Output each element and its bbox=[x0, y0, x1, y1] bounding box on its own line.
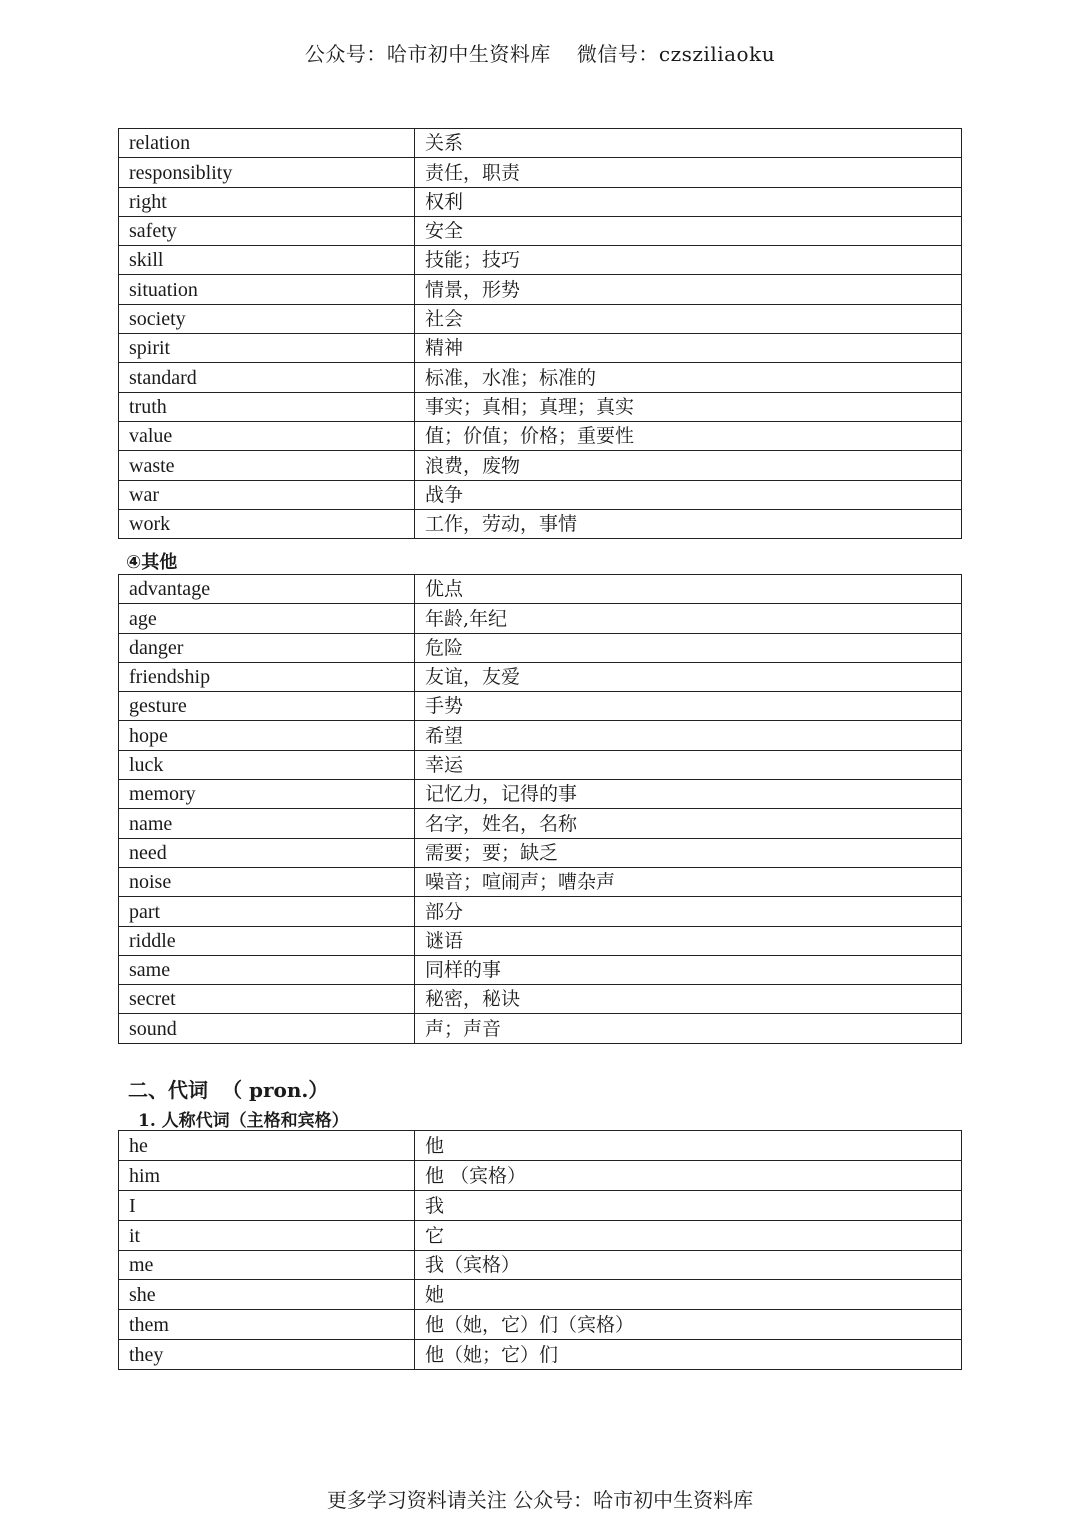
meaning-cell: 浪费，废物 bbox=[415, 451, 962, 480]
meaning-cell: 责任，职责 bbox=[415, 158, 962, 187]
word-cell: I bbox=[119, 1190, 415, 1220]
table-row bbox=[119, 604, 962, 633]
meaning-cell: 他 （宾格） bbox=[415, 1160, 962, 1190]
word-cell: gesture bbox=[119, 692, 415, 721]
table-row bbox=[119, 955, 962, 984]
table-row bbox=[119, 187, 962, 216]
word-cell: luck bbox=[119, 750, 415, 779]
table-row bbox=[119, 692, 962, 721]
meaning-cell: 友谊，友爱 bbox=[415, 662, 962, 691]
word-cell: right bbox=[119, 187, 415, 216]
table-row bbox=[119, 480, 962, 509]
vocab-table-other-nouns bbox=[118, 574, 962, 1044]
meaning-cell: 精神 bbox=[415, 334, 962, 363]
meaning-cell: 关系 bbox=[415, 129, 962, 158]
meaning-cell: 他 bbox=[415, 1131, 962, 1161]
table-row bbox=[119, 1310, 962, 1340]
word-cell: danger bbox=[119, 633, 415, 662]
table-row bbox=[119, 304, 962, 333]
table-row bbox=[119, 575, 962, 604]
meaning-cell: 事实；真相；真理；真实 bbox=[415, 392, 962, 421]
meaning-cell: 年龄,年纪 bbox=[415, 604, 962, 633]
meaning-cell: 战争 bbox=[415, 480, 962, 509]
meaning-cell: 名字，姓名，名称 bbox=[415, 809, 962, 838]
word-cell: society bbox=[119, 304, 415, 333]
table-row bbox=[119, 334, 962, 363]
word-cell: situation bbox=[119, 275, 415, 304]
table-row bbox=[119, 1160, 962, 1190]
table-row bbox=[119, 158, 962, 187]
word-cell: they bbox=[119, 1340, 415, 1370]
table-row bbox=[119, 509, 962, 538]
vocab-table-nouns-continued bbox=[118, 128, 962, 539]
meaning-cell: 情景，形势 bbox=[415, 275, 962, 304]
table-row bbox=[119, 1131, 962, 1161]
word-cell: truth bbox=[119, 392, 415, 421]
meaning-cell: 社会 bbox=[415, 304, 962, 333]
word-cell: value bbox=[119, 421, 415, 450]
word-cell: memory bbox=[119, 780, 415, 809]
word-cell: war bbox=[119, 480, 415, 509]
table-row bbox=[119, 1220, 962, 1250]
page-header bbox=[0, 38, 1080, 67]
meaning-cell: 标准，水准；标准的 bbox=[415, 363, 962, 392]
meaning-cell: 工作，劳动，事情 bbox=[415, 509, 962, 538]
meaning-cell: 她 bbox=[415, 1280, 962, 1310]
table-row bbox=[119, 1014, 962, 1043]
table-row bbox=[119, 867, 962, 896]
meaning-cell: 权利 bbox=[415, 187, 962, 216]
table-row bbox=[119, 838, 962, 867]
meaning-cell: 它 bbox=[415, 1220, 962, 1250]
section-pron-label: 二、代词 bbox=[128, 1078, 208, 1102]
word-cell: him bbox=[119, 1160, 415, 1190]
meaning-cell: 我 bbox=[415, 1190, 962, 1220]
word-cell: secret bbox=[119, 985, 415, 1014]
word-cell: need bbox=[119, 838, 415, 867]
meaning-cell: 他（她；它）们 bbox=[415, 1340, 962, 1370]
word-cell: relation bbox=[119, 129, 415, 158]
meaning-cell: 技能；技巧 bbox=[415, 246, 962, 275]
table-row bbox=[119, 1340, 962, 1370]
meaning-cell: 部分 bbox=[415, 897, 962, 926]
meaning-cell: 幸运 bbox=[415, 750, 962, 779]
section-pron-abbr: （ pron.） bbox=[222, 1078, 329, 1102]
meaning-cell: 声；声音 bbox=[415, 1014, 962, 1043]
table-row bbox=[119, 275, 962, 304]
word-cell: waste bbox=[119, 451, 415, 480]
table-row bbox=[119, 129, 962, 158]
word-cell: spirit bbox=[119, 334, 415, 363]
table-row bbox=[119, 1280, 962, 1310]
table-row bbox=[119, 809, 962, 838]
vocab-table-personal-pronouns bbox=[118, 1130, 962, 1370]
table-row bbox=[119, 363, 962, 392]
word-cell: friendship bbox=[119, 662, 415, 691]
table-row bbox=[119, 1250, 962, 1280]
table-row bbox=[119, 985, 962, 1014]
table-row bbox=[119, 1190, 962, 1220]
header-wechat-id: 微信号：czsziliaoku bbox=[576, 42, 776, 66]
word-cell: advantage bbox=[119, 575, 415, 604]
subsection-title-personal-pronouns: 1. 人称代词（主格和宾格） bbox=[138, 1111, 349, 1131]
word-cell: noise bbox=[119, 867, 415, 896]
word-cell: he bbox=[119, 1131, 415, 1161]
table-row bbox=[119, 926, 962, 955]
table-row bbox=[119, 451, 962, 480]
table-row bbox=[119, 721, 962, 750]
section-title-pronouns bbox=[128, 1074, 328, 1103]
meaning-cell: 手势 bbox=[415, 692, 962, 721]
meaning-cell: 我（宾格） bbox=[415, 1250, 962, 1280]
meaning-cell: 需要；要；缺乏 bbox=[415, 838, 962, 867]
table-row bbox=[119, 216, 962, 245]
meaning-cell: 安全 bbox=[415, 216, 962, 245]
meaning-cell: 他（她，它）们（宾格） bbox=[415, 1310, 962, 1340]
word-cell: same bbox=[119, 955, 415, 984]
word-cell: it bbox=[119, 1220, 415, 1250]
section-title-other: ④其他 bbox=[126, 552, 178, 573]
word-cell: age bbox=[119, 604, 415, 633]
meaning-cell: 记忆力，记得的事 bbox=[415, 780, 962, 809]
table-row bbox=[119, 897, 962, 926]
word-cell: skill bbox=[119, 246, 415, 275]
table-row bbox=[119, 633, 962, 662]
word-cell: me bbox=[119, 1250, 415, 1280]
meaning-cell: 噪音；喧闹声；嘈杂声 bbox=[415, 867, 962, 896]
word-cell: part bbox=[119, 897, 415, 926]
word-cell: riddle bbox=[119, 926, 415, 955]
meaning-cell: 同样的事 bbox=[415, 955, 962, 984]
word-cell: sound bbox=[119, 1014, 415, 1043]
word-cell: she bbox=[119, 1280, 415, 1310]
table-row bbox=[119, 421, 962, 450]
meaning-cell: 谜语 bbox=[415, 926, 962, 955]
word-cell: standard bbox=[119, 363, 415, 392]
page-footer: 更多学习资料请关注 公众号：哈市初中生资料库 bbox=[326, 1488, 754, 1512]
header-account: 公众号：哈市初中生资料库 bbox=[304, 42, 551, 66]
word-cell: them bbox=[119, 1310, 415, 1340]
meaning-cell: 希望 bbox=[415, 721, 962, 750]
word-cell: responsiblity bbox=[119, 158, 415, 187]
table-row bbox=[119, 750, 962, 779]
table-row bbox=[119, 246, 962, 275]
meaning-cell: 优点 bbox=[415, 575, 962, 604]
meaning-cell: 秘密，秘诀 bbox=[415, 985, 962, 1014]
table-row bbox=[119, 392, 962, 421]
word-cell: name bbox=[119, 809, 415, 838]
meaning-cell: 值；价值；价格；重要性 bbox=[415, 421, 962, 450]
word-cell: hope bbox=[119, 721, 415, 750]
table-row bbox=[119, 662, 962, 691]
table-row bbox=[119, 780, 962, 809]
word-cell: work bbox=[119, 509, 415, 538]
meaning-cell: 危险 bbox=[415, 633, 962, 662]
word-cell: safety bbox=[119, 216, 415, 245]
